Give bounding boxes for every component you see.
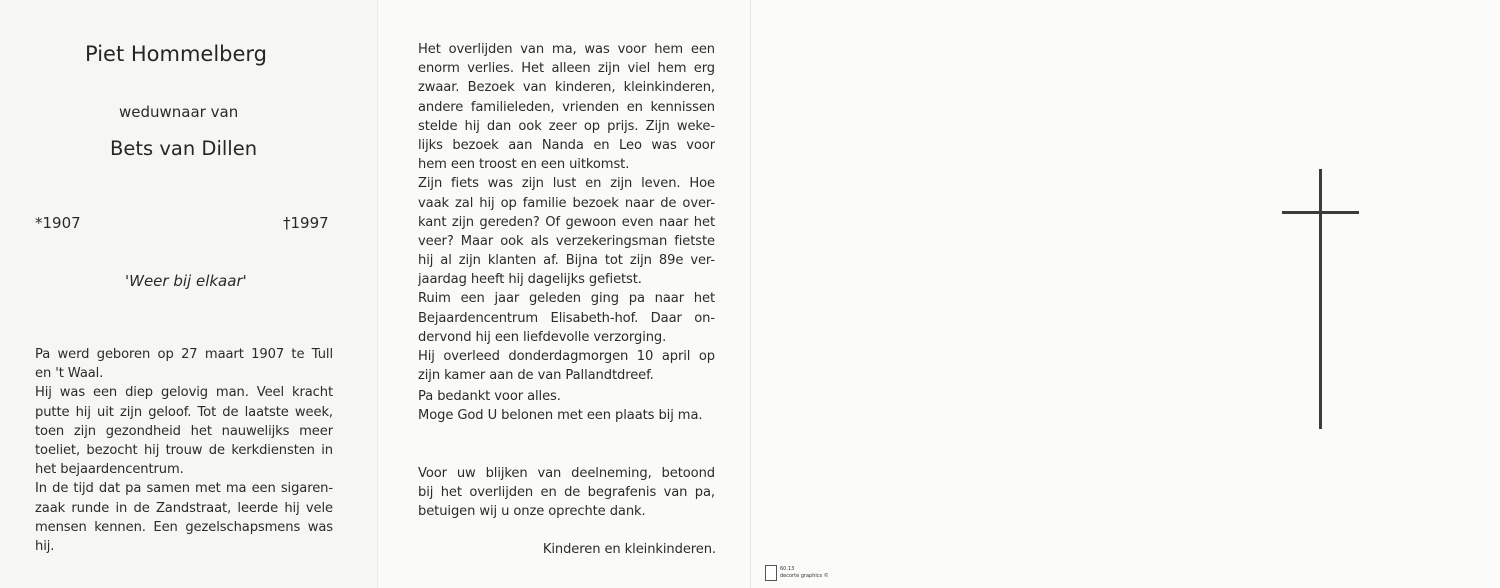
left-body-text bbox=[35, 345, 333, 556]
text-line: Zijn fiets was zijn lust en zijn leven. Hoe bbox=[418, 176, 715, 192]
printer-logo-icon bbox=[765, 565, 777, 581]
birth-year: *1907 bbox=[35, 214, 81, 232]
thanks-text bbox=[418, 387, 738, 425]
text-line: putte hij uit zijn geloof. Tot de laatste week, bbox=[35, 404, 333, 420]
text-line: betuigen wij u onze oprechte dank. bbox=[418, 504, 646, 520]
printer-code: 60.13 bbox=[780, 566, 795, 572]
text-line: en 't Waal. bbox=[35, 366, 104, 382]
printer-name: decorte graphics © bbox=[780, 573, 829, 579]
text-line: het bejaardencentrum. bbox=[35, 462, 184, 478]
acknowledgement-text bbox=[418, 464, 715, 522]
text-line: Hij was een diep gelovig man. Veel kracht bbox=[35, 385, 333, 401]
text-line: mensen kennen. Een gezelschapsmens was bbox=[35, 519, 333, 535]
cross-horizontal-bar bbox=[1282, 211, 1359, 214]
death-year: †1997 bbox=[283, 214, 329, 232]
motto: 'Weer bij elkaar' bbox=[125, 272, 247, 290]
text-line: In de tijd dat pa samen met ma een sigaren- bbox=[35, 481, 333, 497]
deceased-name: Piet Hommelberg bbox=[85, 42, 268, 66]
middle-body-text bbox=[418, 40, 715, 385]
text-line: hem een troost en een uitkomst. bbox=[418, 157, 630, 173]
text-line: toen zijn gezondheid het nauwelijks meer bbox=[35, 423, 333, 439]
text-line: Hij overleed donderdagmorgen 10 april op bbox=[418, 349, 715, 364]
text-line: toeliet, bezocht hij trouw de kerkdiensten in bbox=[35, 442, 333, 458]
text-line: dervond hij een liefdevolle verzorging. bbox=[418, 329, 667, 345]
text-line: jaardag heeft hij dagelijks gefietst. bbox=[418, 272, 642, 288]
text-line: Het overlijden van ma, was voor hem een bbox=[418, 42, 715, 57]
text-line: zaak runde in de Zandstraat, leerde hij vele bbox=[35, 500, 333, 516]
spouse-name: Bets van Dillen bbox=[110, 137, 258, 160]
relation-label: weduwnaar van bbox=[119, 103, 239, 121]
text-line: bij het overlijden en de begrafenis van pa, bbox=[418, 485, 715, 501]
signature-text: Kinderen en kleinkinderen. bbox=[542, 542, 716, 557]
text-line: Ruim een jaar geleden ging pa naar het bbox=[418, 291, 715, 307]
text-line: veer? Maar ook als verzekeringsman fietste bbox=[418, 233, 715, 249]
text-line: stelde hij dan ook zeer op prijs. Zijn weke- bbox=[418, 118, 715, 134]
text-line: Bejaardencentrum Elisabeth-hof. Daar on- bbox=[418, 310, 715, 326]
text-line: zijn kamer aan de van Pallandtdreef. bbox=[418, 368, 654, 384]
text-line: vaak zal hij op familie bezoek naar de over- bbox=[418, 195, 715, 211]
left-panel bbox=[0, 0, 377, 588]
text-line: Moge God U belonen met een plaats bij ma. bbox=[418, 408, 703, 424]
text-line: zwaar. Bezoek van kinderen, kleinkinderen, bbox=[418, 80, 715, 96]
cover-panel bbox=[750, 0, 1500, 588]
text-line: Pa bedankt voor alles. bbox=[418, 389, 561, 404]
text-line: lijks bezoek aan Nanda en Leo was voor bbox=[418, 137, 715, 153]
text-line: Voor uw blijken van deelneming, betoond bbox=[418, 466, 715, 481]
cross-vertical-bar bbox=[1319, 169, 1322, 429]
text-line: Pa werd geboren op 27 maart 1907 te Tull bbox=[35, 347, 333, 362]
text-line: kant zijn gereden? Of gewoon even naar het bbox=[418, 214, 715, 230]
text-line: hij. bbox=[35, 538, 55, 554]
middle-panel bbox=[377, 0, 751, 588]
text-line: enorm verlies. Het alleen zijn viel hem erg bbox=[418, 61, 715, 77]
text-line: hij al zijn klanten af. Bijna tot zijn 89e ver- bbox=[418, 253, 715, 269]
signature bbox=[528, 540, 716, 559]
text-line: andere familieleden, vrienden en kennissen bbox=[418, 99, 715, 115]
